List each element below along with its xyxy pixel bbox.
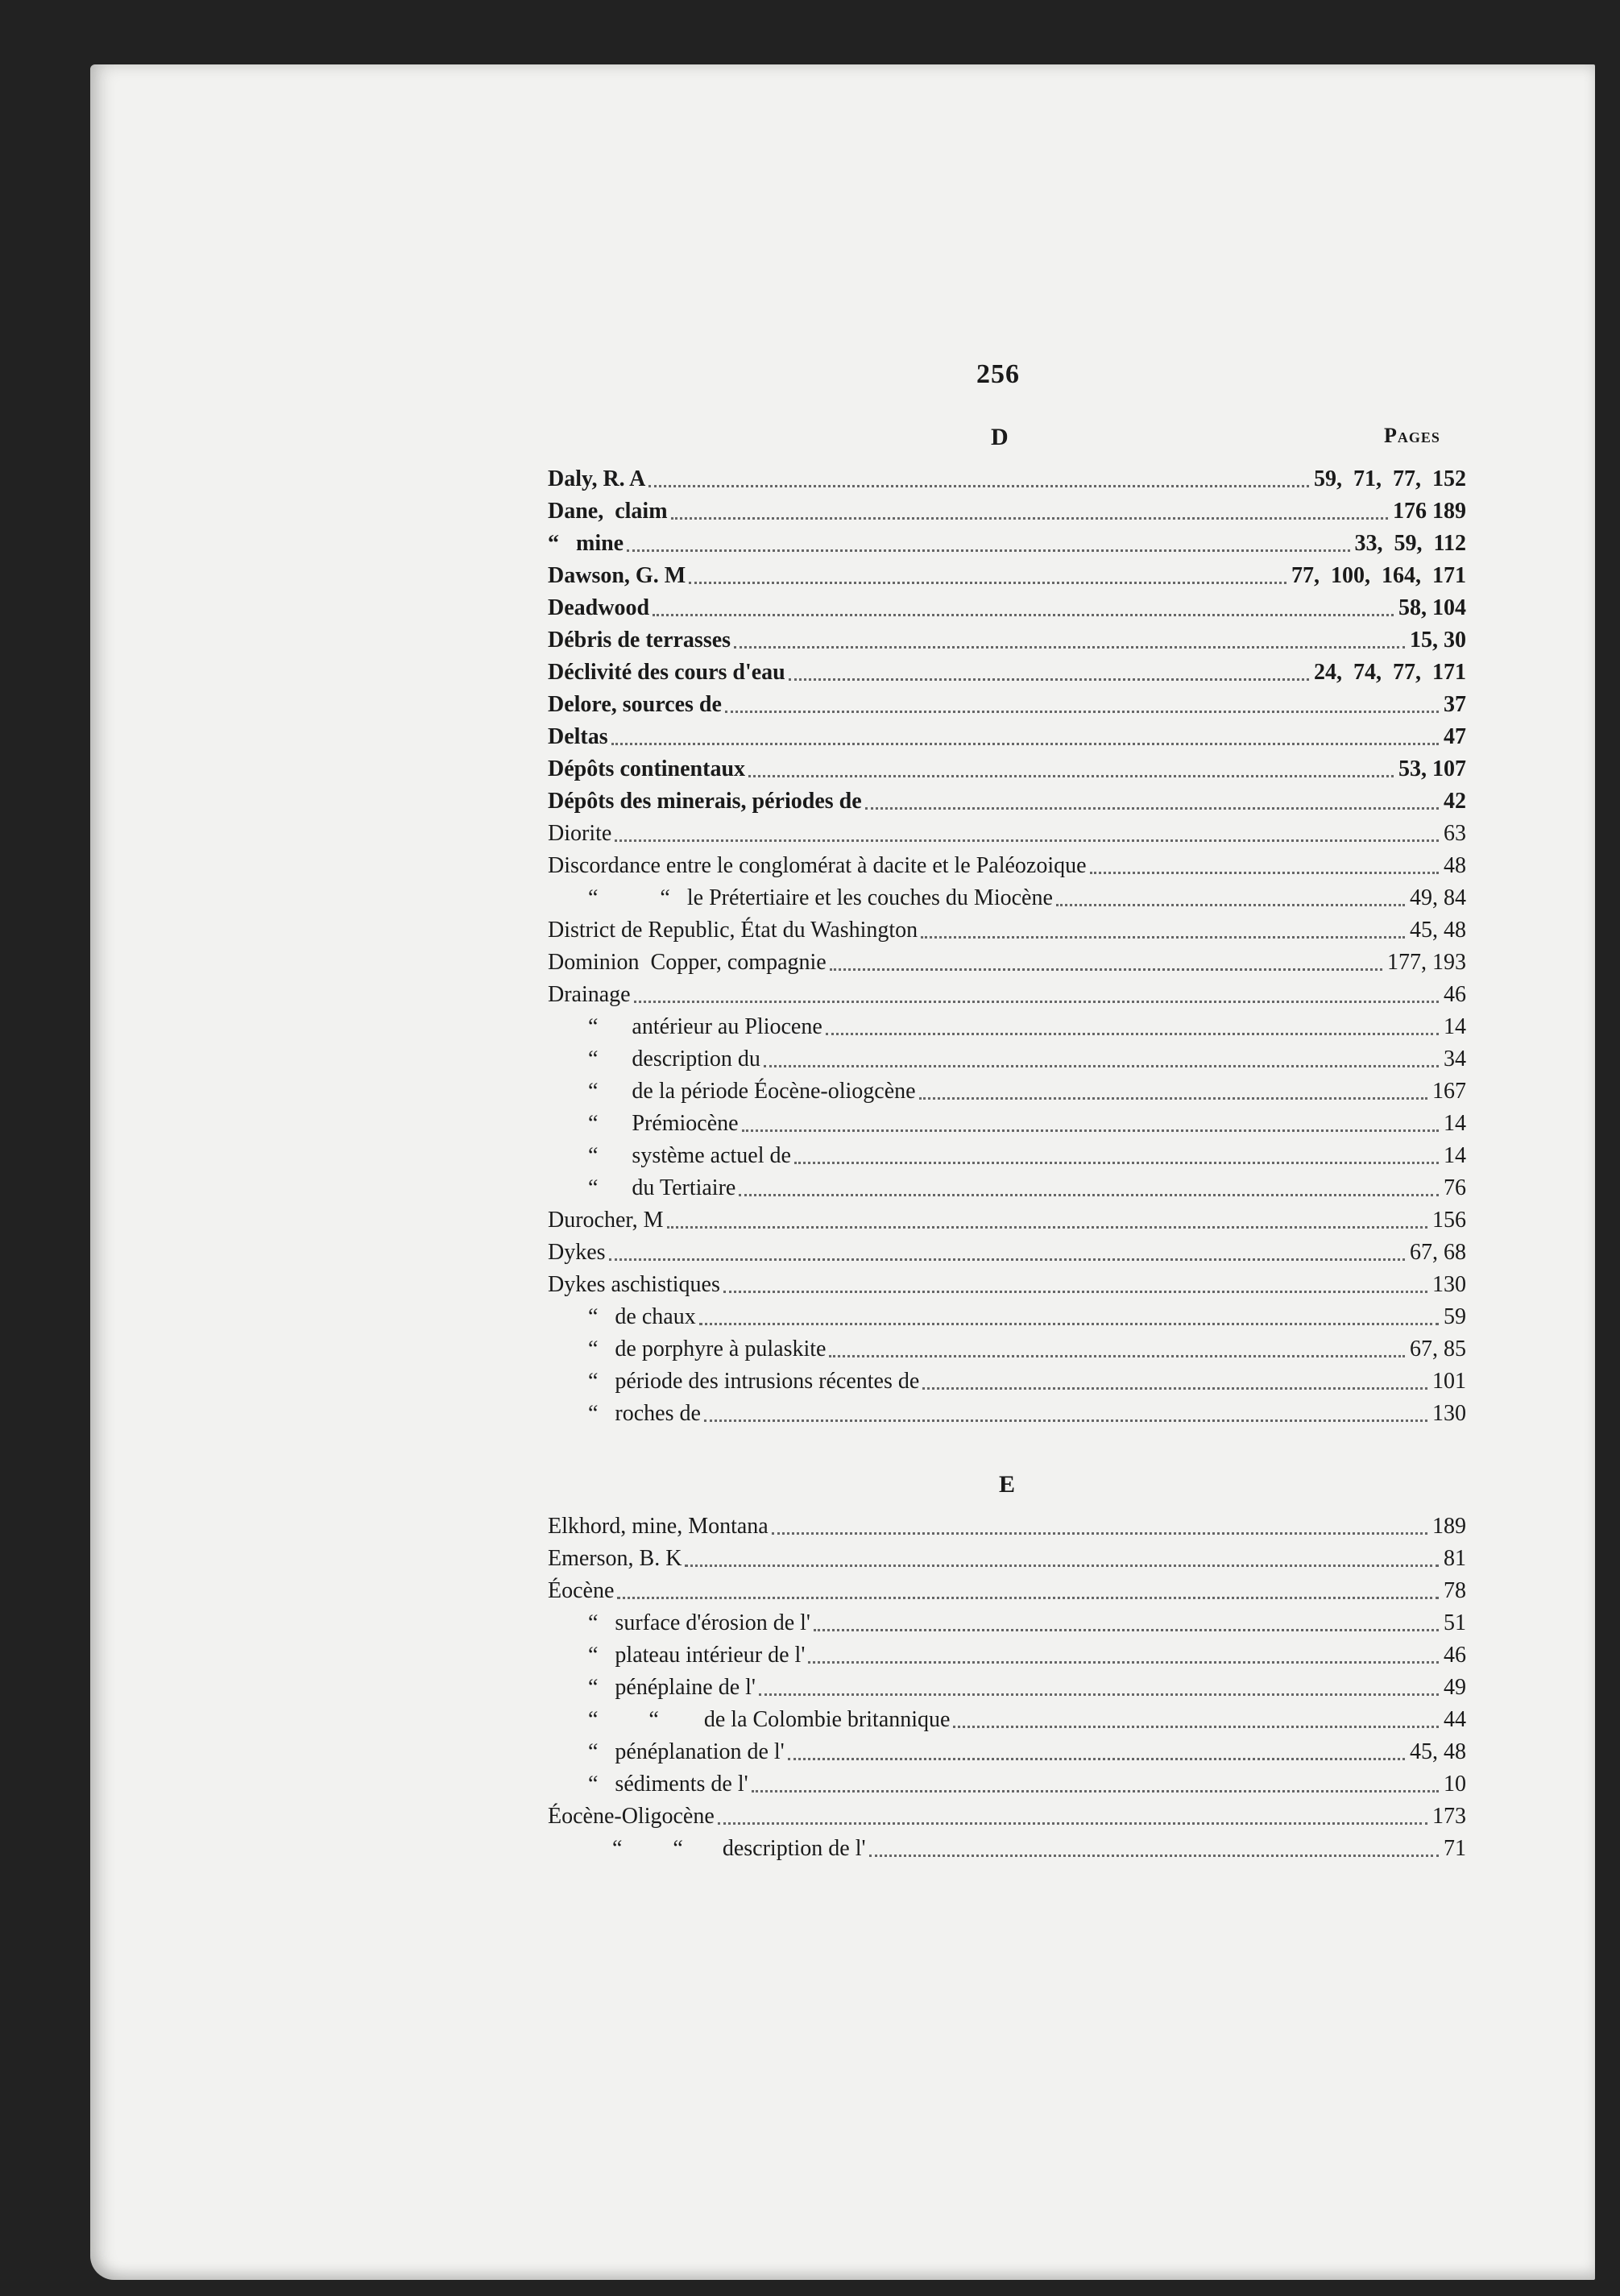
entry-label: District de Republic, État du Washington — [548, 918, 918, 943]
dot-leader — [1056, 903, 1405, 906]
index-entry — [612, 1830, 1466, 1863]
entry-page-numbers: 63 — [1444, 821, 1466, 846]
dot-leader — [609, 1258, 1405, 1261]
entry-page-numbers: 46 — [1444, 1643, 1466, 1668]
entry-page-numbers: 81 — [1444, 1546, 1466, 1571]
entry-label: Dominion Copper, compagnie — [548, 950, 827, 975]
dot-leader — [814, 1628, 1439, 1631]
dot-leader — [829, 1354, 1405, 1357]
entry-page-numbers: 42 — [1444, 789, 1466, 814]
dot-leader — [748, 774, 1394, 777]
index-entry — [588, 1073, 1466, 1105]
dot-leader — [725, 710, 1439, 713]
entry-page-numbers: 101 — [1432, 1369, 1466, 1394]
dot-leader — [627, 549, 1349, 552]
entry-page-numbers: 10 — [1444, 1772, 1466, 1797]
entry-page-numbers: 67, 68 — [1410, 1240, 1466, 1265]
entry-label: “ Prémiocène — [588, 1111, 739, 1136]
index-entry — [588, 880, 1466, 912]
index-entry — [548, 1508, 1466, 1540]
index-entry — [588, 1766, 1466, 1798]
entry-label: “ roches de — [588, 1401, 701, 1426]
entry-page-numbers: 49 — [1444, 1675, 1466, 1700]
entry-label: “ sédiments de l' — [588, 1772, 748, 1797]
dot-leader — [953, 1725, 1439, 1728]
dot-leader — [742, 1129, 1439, 1132]
entry-label: “ pénéplaine de l' — [588, 1675, 756, 1700]
entry-page-numbers: 33, 59, 112 — [1354, 531, 1466, 556]
index-entry — [548, 622, 1466, 654]
dot-leader — [1090, 871, 1439, 874]
entry-page-numbers: 44 — [1444, 1707, 1466, 1732]
entry-label: Dane, claim — [548, 499, 668, 524]
index-entry — [588, 1105, 1466, 1138]
dot-leader — [648, 484, 1309, 487]
dot-leader — [723, 1290, 1427, 1293]
index-entry — [548, 590, 1466, 622]
dot-leader — [764, 1064, 1439, 1067]
entry-label: Éocène-Oligocène — [548, 1804, 715, 1829]
pages-column-header: Pages — [1384, 424, 1440, 447]
index-entry — [588, 1363, 1466, 1395]
dot-leader — [830, 968, 1382, 971]
dot-leader — [752, 1789, 1439, 1792]
entry-label: “ de la période Éocène-oliogcène — [588, 1079, 916, 1104]
index-entry — [548, 751, 1466, 783]
entry-page-numbers: 130 — [1432, 1401, 1466, 1426]
entry-label: Dykes — [548, 1240, 606, 1265]
index-entry — [588, 1637, 1466, 1669]
entry-page-numbers: 14 — [1444, 1143, 1466, 1168]
entry-page-numbers: 51 — [1444, 1610, 1466, 1635]
dot-leader — [921, 935, 1405, 939]
entry-label: Deadwood — [548, 595, 650, 620]
index-entry — [548, 525, 1466, 557]
index-entry — [548, 686, 1466, 719]
dot-leader — [653, 613, 1394, 616]
entry-label: “ période des intrusions récentes de — [588, 1369, 920, 1394]
index-entry — [548, 654, 1466, 686]
entry-page-numbers: 49, 84 — [1410, 885, 1466, 910]
dot-leader — [685, 1564, 1439, 1567]
index-entry — [548, 1202, 1466, 1234]
entry-label: “ “ le Prétertiaire et les couches du Miocène — [588, 885, 1053, 910]
dot-leader — [689, 581, 1286, 584]
index-entry — [548, 976, 1466, 1009]
entry-label: Emerson, B. K — [548, 1546, 682, 1571]
entry-page-numbers: 58, 104 — [1398, 595, 1466, 620]
index-entry — [548, 944, 1466, 976]
index-entry — [548, 493, 1466, 525]
entry-page-numbers: 67, 85 — [1410, 1337, 1466, 1361]
index-entry — [588, 1669, 1466, 1701]
entry-label: “ surface d'érosion de l' — [588, 1610, 810, 1635]
dot-leader — [704, 1419, 1427, 1422]
entry-label: Durocher, M — [548, 1208, 664, 1233]
section-letter-e: E — [999, 1471, 1016, 1498]
index-entry — [588, 1701, 1466, 1734]
entry-page-numbers: 46 — [1444, 982, 1466, 1007]
dot-leader — [869, 1854, 1439, 1857]
entry-label: “ de porphyre à pulaskite — [588, 1337, 827, 1361]
dot-leader — [922, 1386, 1427, 1390]
entry-label: Drainage — [548, 982, 631, 1007]
entry-page-numbers: 176 189 — [1393, 499, 1466, 524]
entry-label: Dépôts continentaux — [548, 756, 746, 781]
index-entry — [548, 557, 1466, 590]
entry-label: “ “ description de l' — [612, 1836, 866, 1861]
entry-label: “ plateau intérieur de l' — [588, 1643, 806, 1668]
dot-leader — [699, 1322, 1439, 1325]
index-entry — [548, 1266, 1466, 1299]
entry-label: Dépôts des minerais, périodes de — [548, 789, 862, 814]
entry-page-numbers: 14 — [1444, 1014, 1466, 1039]
dot-leader — [772, 1531, 1427, 1535]
dot-leader — [718, 1821, 1427, 1825]
entry-label: “ “ de la Colombie britannique — [588, 1707, 951, 1732]
entry-label: “ description du — [588, 1046, 760, 1071]
dot-leader — [611, 742, 1439, 745]
page-number: 256 — [976, 359, 1020, 389]
index-entry — [548, 461, 1466, 493]
entry-label: Delore, sources de — [548, 692, 722, 717]
dot-leader — [826, 1032, 1439, 1035]
index-entry — [548, 1540, 1466, 1573]
entry-label: “ de chaux — [588, 1304, 696, 1329]
entry-label: Daly, R. A — [548, 466, 646, 491]
dot-leader — [919, 1096, 1427, 1100]
entry-page-numbers: 24, 74, 77, 171 — [1314, 660, 1466, 685]
index-entry — [588, 1299, 1466, 1331]
entry-page-numbers: 167 — [1432, 1079, 1466, 1104]
dot-leader — [734, 645, 1405, 649]
dot-leader — [794, 1161, 1439, 1164]
entry-page-numbers: 47 — [1444, 724, 1466, 749]
entry-page-numbers: 130 — [1432, 1272, 1466, 1297]
index-entry — [548, 815, 1466, 848]
index-entry — [548, 912, 1466, 944]
index-entry — [548, 719, 1466, 751]
entry-label: Éocène — [548, 1578, 615, 1603]
entry-label: “ pénéplanation de l' — [588, 1739, 785, 1764]
dot-leader — [617, 1596, 1439, 1599]
dot-leader — [615, 839, 1439, 842]
entry-page-numbers: 45, 48 — [1410, 1739, 1466, 1764]
index-entry — [588, 1138, 1466, 1170]
index-entry — [588, 1170, 1466, 1202]
index-entry — [548, 1573, 1466, 1605]
entry-page-numbers: 77, 100, 164, 171 — [1291, 563, 1466, 588]
index-entry — [548, 848, 1466, 880]
entry-page-numbers: 37 — [1444, 692, 1466, 717]
entry-label: Diorite — [548, 821, 612, 846]
index-entry — [588, 1009, 1466, 1041]
entry-label: Dykes aschistiques — [548, 1272, 720, 1297]
dot-leader — [759, 1693, 1439, 1696]
dot-leader — [788, 1757, 1405, 1760]
entry-page-numbers: 177, 193 — [1387, 950, 1466, 975]
entry-label: Deltas — [548, 724, 608, 749]
entry-page-numbers: 173 — [1432, 1804, 1466, 1829]
dot-leader — [671, 516, 1388, 520]
dot-leader — [808, 1660, 1439, 1664]
dot-leader — [739, 1193, 1439, 1196]
entry-page-numbers: 76 — [1444, 1175, 1466, 1200]
entry-page-numbers: 59, 71, 77, 152 — [1314, 466, 1466, 491]
index-entry — [588, 1041, 1466, 1073]
entry-page-numbers: 53, 107 — [1398, 756, 1466, 781]
entry-page-numbers: 15, 30 — [1410, 628, 1466, 653]
entry-page-numbers: 45, 48 — [1410, 918, 1466, 943]
index-entry — [588, 1605, 1466, 1637]
entry-label: “ du Tertiaire — [588, 1175, 736, 1200]
index-entry — [588, 1395, 1466, 1428]
entry-label: “ système actuel de — [588, 1143, 791, 1168]
entry-page-numbers: 189 — [1432, 1514, 1466, 1539]
entry-label: Dawson, G. M — [548, 563, 686, 588]
entry-page-numbers: 59 — [1444, 1304, 1466, 1329]
dot-leader — [667, 1225, 1428, 1229]
index-entry — [588, 1734, 1466, 1766]
entry-page-numbers: 14 — [1444, 1111, 1466, 1136]
index-entry — [548, 783, 1466, 815]
entry-label: Discordance entre le conglomérat à dacite et le Paléozoique — [548, 853, 1087, 878]
entry-page-numbers: 78 — [1444, 1578, 1466, 1603]
entry-label: “ mine — [548, 531, 624, 556]
index-entry — [588, 1331, 1466, 1363]
entry-label: Débris de terrasses — [548, 628, 731, 653]
dot-leader — [634, 1000, 1439, 1003]
section-letter-d: D — [991, 424, 1009, 450]
dot-leader — [865, 806, 1439, 810]
dot-leader — [789, 678, 1309, 681]
entry-label: Déclivité des cours d'eau — [548, 660, 785, 685]
entry-page-numbers: 71 — [1444, 1836, 1466, 1861]
entry-label: “ antérieur au Pliocene — [588, 1014, 822, 1039]
index-entry — [548, 1234, 1466, 1266]
entry-page-numbers: 156 — [1432, 1208, 1466, 1233]
entry-label: Elkhord, mine, Montana — [548, 1514, 769, 1539]
entry-page-numbers: 48 — [1444, 853, 1466, 878]
index-entry — [548, 1798, 1466, 1830]
entry-page-numbers: 34 — [1444, 1046, 1466, 1071]
